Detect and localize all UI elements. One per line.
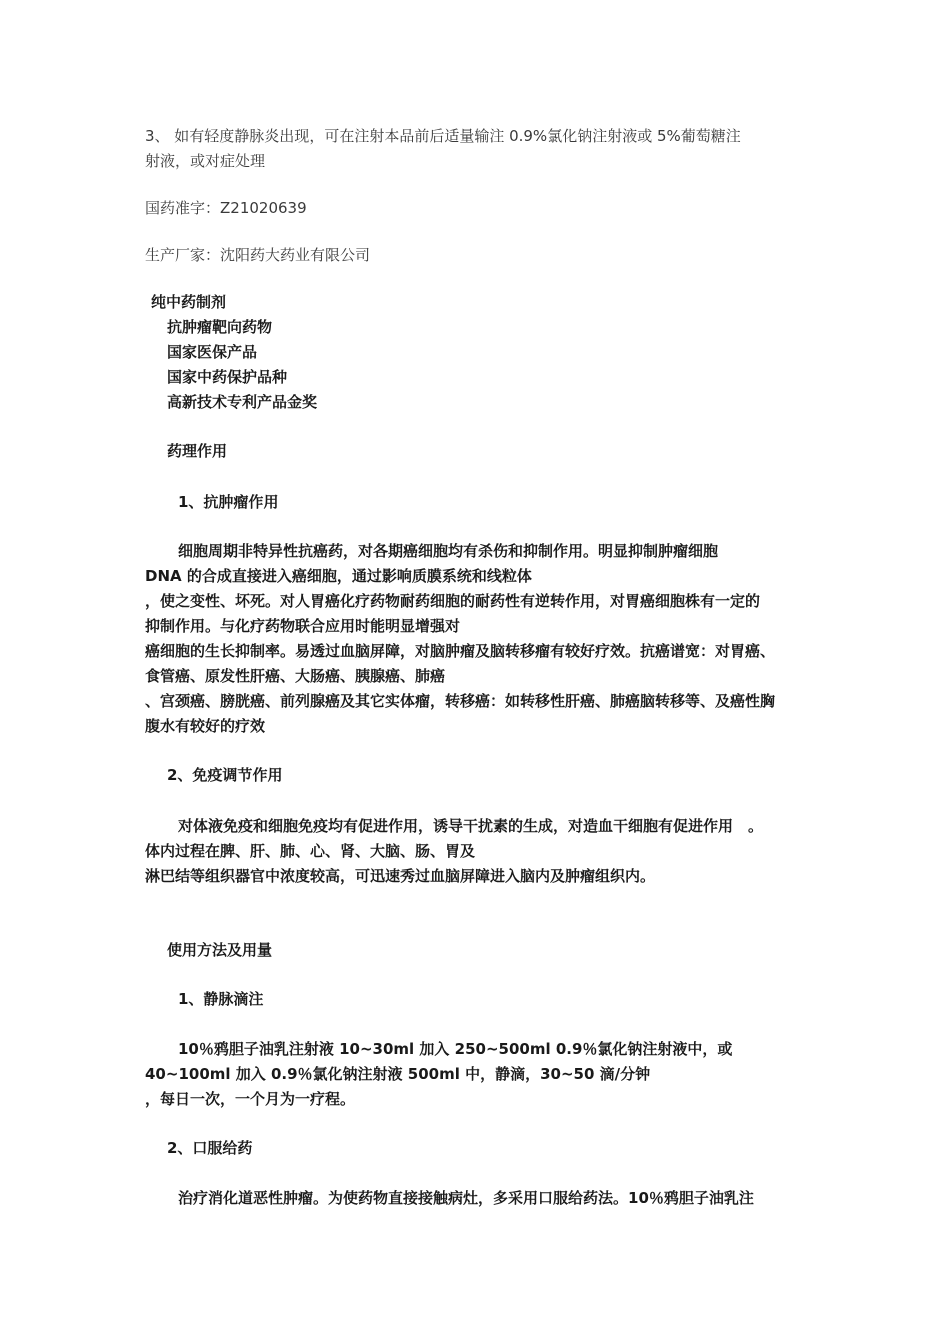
- manufacturer: 生产厂家：沈阳药大药业有限公司: [145, 246, 371, 264]
- paragraph-line: 癌细胞的生长抑制率。易透过血脑屏障，对脑肿瘤及脑转移瘤有较好疗效。抗癌谱宽：对胃癌、: [145, 642, 776, 660]
- iv-drip-title: 1、静脉滴注: [178, 990, 264, 1008]
- paragraph-line: ，每日一次，一个月为一疗程。: [145, 1090, 356, 1108]
- paragraph-line: 对体液免疫和细胞免疫均有促进作用，诱导干扰素的生成，对造血干细胞有促进作用 。: [178, 817, 764, 835]
- feature-item: 抗肿瘤靶向药物: [167, 318, 273, 336]
- antitumor-paragraph: [145, 539, 815, 739]
- paragraph-line: DNA 的合成直接进入癌细胞，通过影响质膜系统和线粒体: [145, 567, 532, 585]
- paragraph-line: 40~100ml 加入 0.9％氯化钠注射液 500ml 中，静滴，30~50 滴/分钟: [145, 1065, 651, 1083]
- paragraph-line: 体内过程在脾、肝、肺、心、肾、大脑、肠、胃及: [145, 842, 476, 860]
- immune-paragraph: [145, 814, 815, 889]
- approval-number: 国药准字：Z21020639: [145, 199, 307, 217]
- item3-line-2: 射液，或对症处理: [145, 152, 266, 170]
- immune-title: 2、免疫调节作用: [167, 766, 283, 784]
- paragraph-line: 腹水有较好的疗效: [145, 717, 266, 735]
- paragraph-line: 食管癌、原发性肝癌、大肠癌、胰腺癌、肺癌: [145, 667, 446, 685]
- feature-item: 国家医保产品: [167, 343, 258, 361]
- paragraph-line: 治疗消化道恶性肿瘤。为使药物直接接触病灶，多采用口服给药法。10％鸦胆子油乳注: [178, 1189, 754, 1207]
- pharmacology-heading: 药理作用: [167, 442, 228, 460]
- feature-item: 国家中药保护品种: [167, 368, 288, 386]
- usage-heading: 使用方法及用量: [167, 941, 273, 959]
- item3-paragraph: [145, 124, 815, 174]
- paragraph-line: 细胞周期非特异性抗癌药，对各期癌细胞均有杀伤和抑制作用。明显抑制肿瘤细胞: [178, 542, 719, 560]
- paragraph-line: 、宫颈癌、膀胱癌、前列腺癌及其它实体瘤，转移癌：如转移性肝癌、肺癌脑转移等、及癌性胸: [145, 692, 776, 710]
- oral-title: 2、口服给药: [167, 1139, 253, 1157]
- paragraph-line: 淋巴结等组织器官中浓度较高，可迅速秀过血脑屏障进入脑内及肿瘤组织内。: [145, 867, 656, 885]
- paragraph-line: 抑制作用。与化疗药物联合应用时能明显增强对: [145, 617, 461, 635]
- item3-line-1: 3、 如有轻度静脉炎出现，可在注射本品前后适量输注 0.9%氯化钠注射液或 5%葡萄糖注: [145, 127, 741, 145]
- oral-paragraph: [145, 1186, 815, 1211]
- feature-item: 高新技术专利产品金奖: [167, 393, 318, 411]
- iv-drip-paragraph: [145, 1037, 815, 1112]
- paragraph-line: 10％鸦胆子油乳注射液 10~30ml 加入 250~500ml 0.9％氯化钠注射液中，或: [178, 1040, 733, 1058]
- features-heading: 纯中药制剂: [151, 293, 227, 311]
- paragraph-line: ，使之变性、坏死。对人胃癌化疗药物耐药细胞的耐药性有逆转作用，对胃癌细胞株有一定的: [145, 592, 761, 610]
- antitumor-title: 1、抗肿瘤作用: [178, 493, 279, 511]
- features-list: [145, 290, 815, 415]
